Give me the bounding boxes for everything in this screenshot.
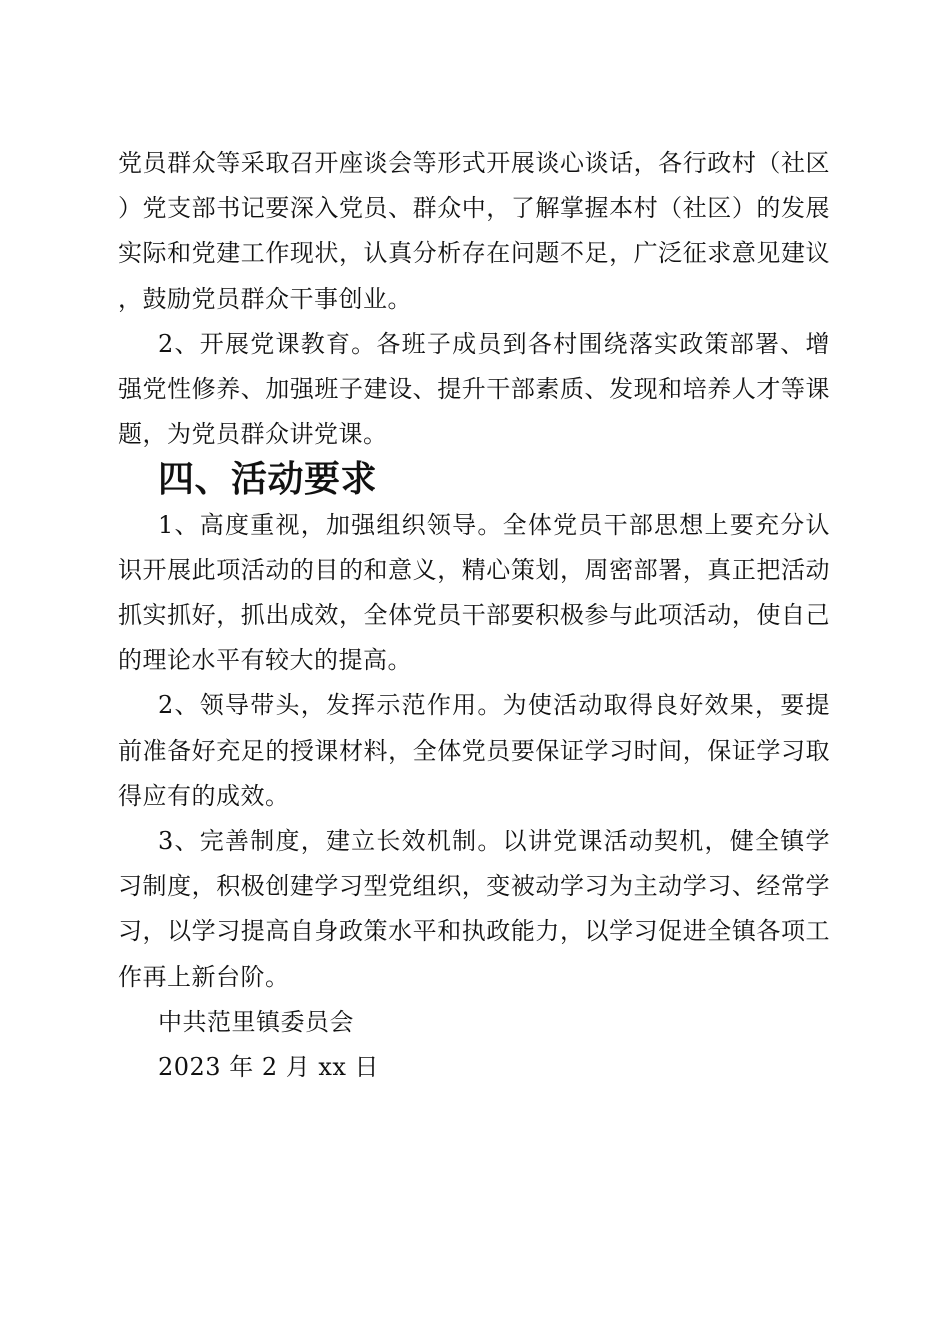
section-heading-requirements: 四、活动要求 <box>158 459 378 501</box>
signature-organization: 中共范里镇委员会 <box>158 1007 354 1036</box>
paragraph-party-lecture: 2、开展党课教育。各班子成员到各村围绕落实政策部署、增强党性修养、加强班子建设、提升干部素质、发现和培养人才等课题，为党员群众讲党课。 <box>118 329 830 449</box>
document-page <box>118 141 830 1090</box>
requirement-item-1: 1、高度重视，加强组织领导。全体党员干部思想上要充分认识开展此项活动的目的和意义，精心策划，周密部署，真正把活动抓实抓好，抓出成效，全体党员干部要积极参与此项活动，使自己的理论水平有较大的提高。 <box>118 510 830 675</box>
requirement-item-2: 2、领导带头，发挥示范作用。为使活动取得良好效果，要提前准备好充足的授课材料，全体党员要保证学习时间，保证学习取得应有的成效。 <box>118 691 830 810</box>
signature-date: 2023 年 2 月 xx 日 <box>158 1053 380 1082</box>
paragraph-talks: 党员群众等采取召开座谈会等形式开展谈心谈话，各行政村（社区）党支部书记要深入党员、群众中，了解掌握本村（社区）的发展实际和党建工作现状，认真分析存在问题不足，广泛征求意见建议，鼓励党员群众干事创业。 <box>118 149 830 313</box>
requirement-item-3: 3、完善制度，建立长效机制。以讲党课活动契机，健全镇学习制度，积极创建学习型党组织，变被动学习为主动学习、经常学习，以学习提高自身政策水平和执政能力，以学习促进全镇各项工作再上新台阶。 <box>118 827 830 991</box>
